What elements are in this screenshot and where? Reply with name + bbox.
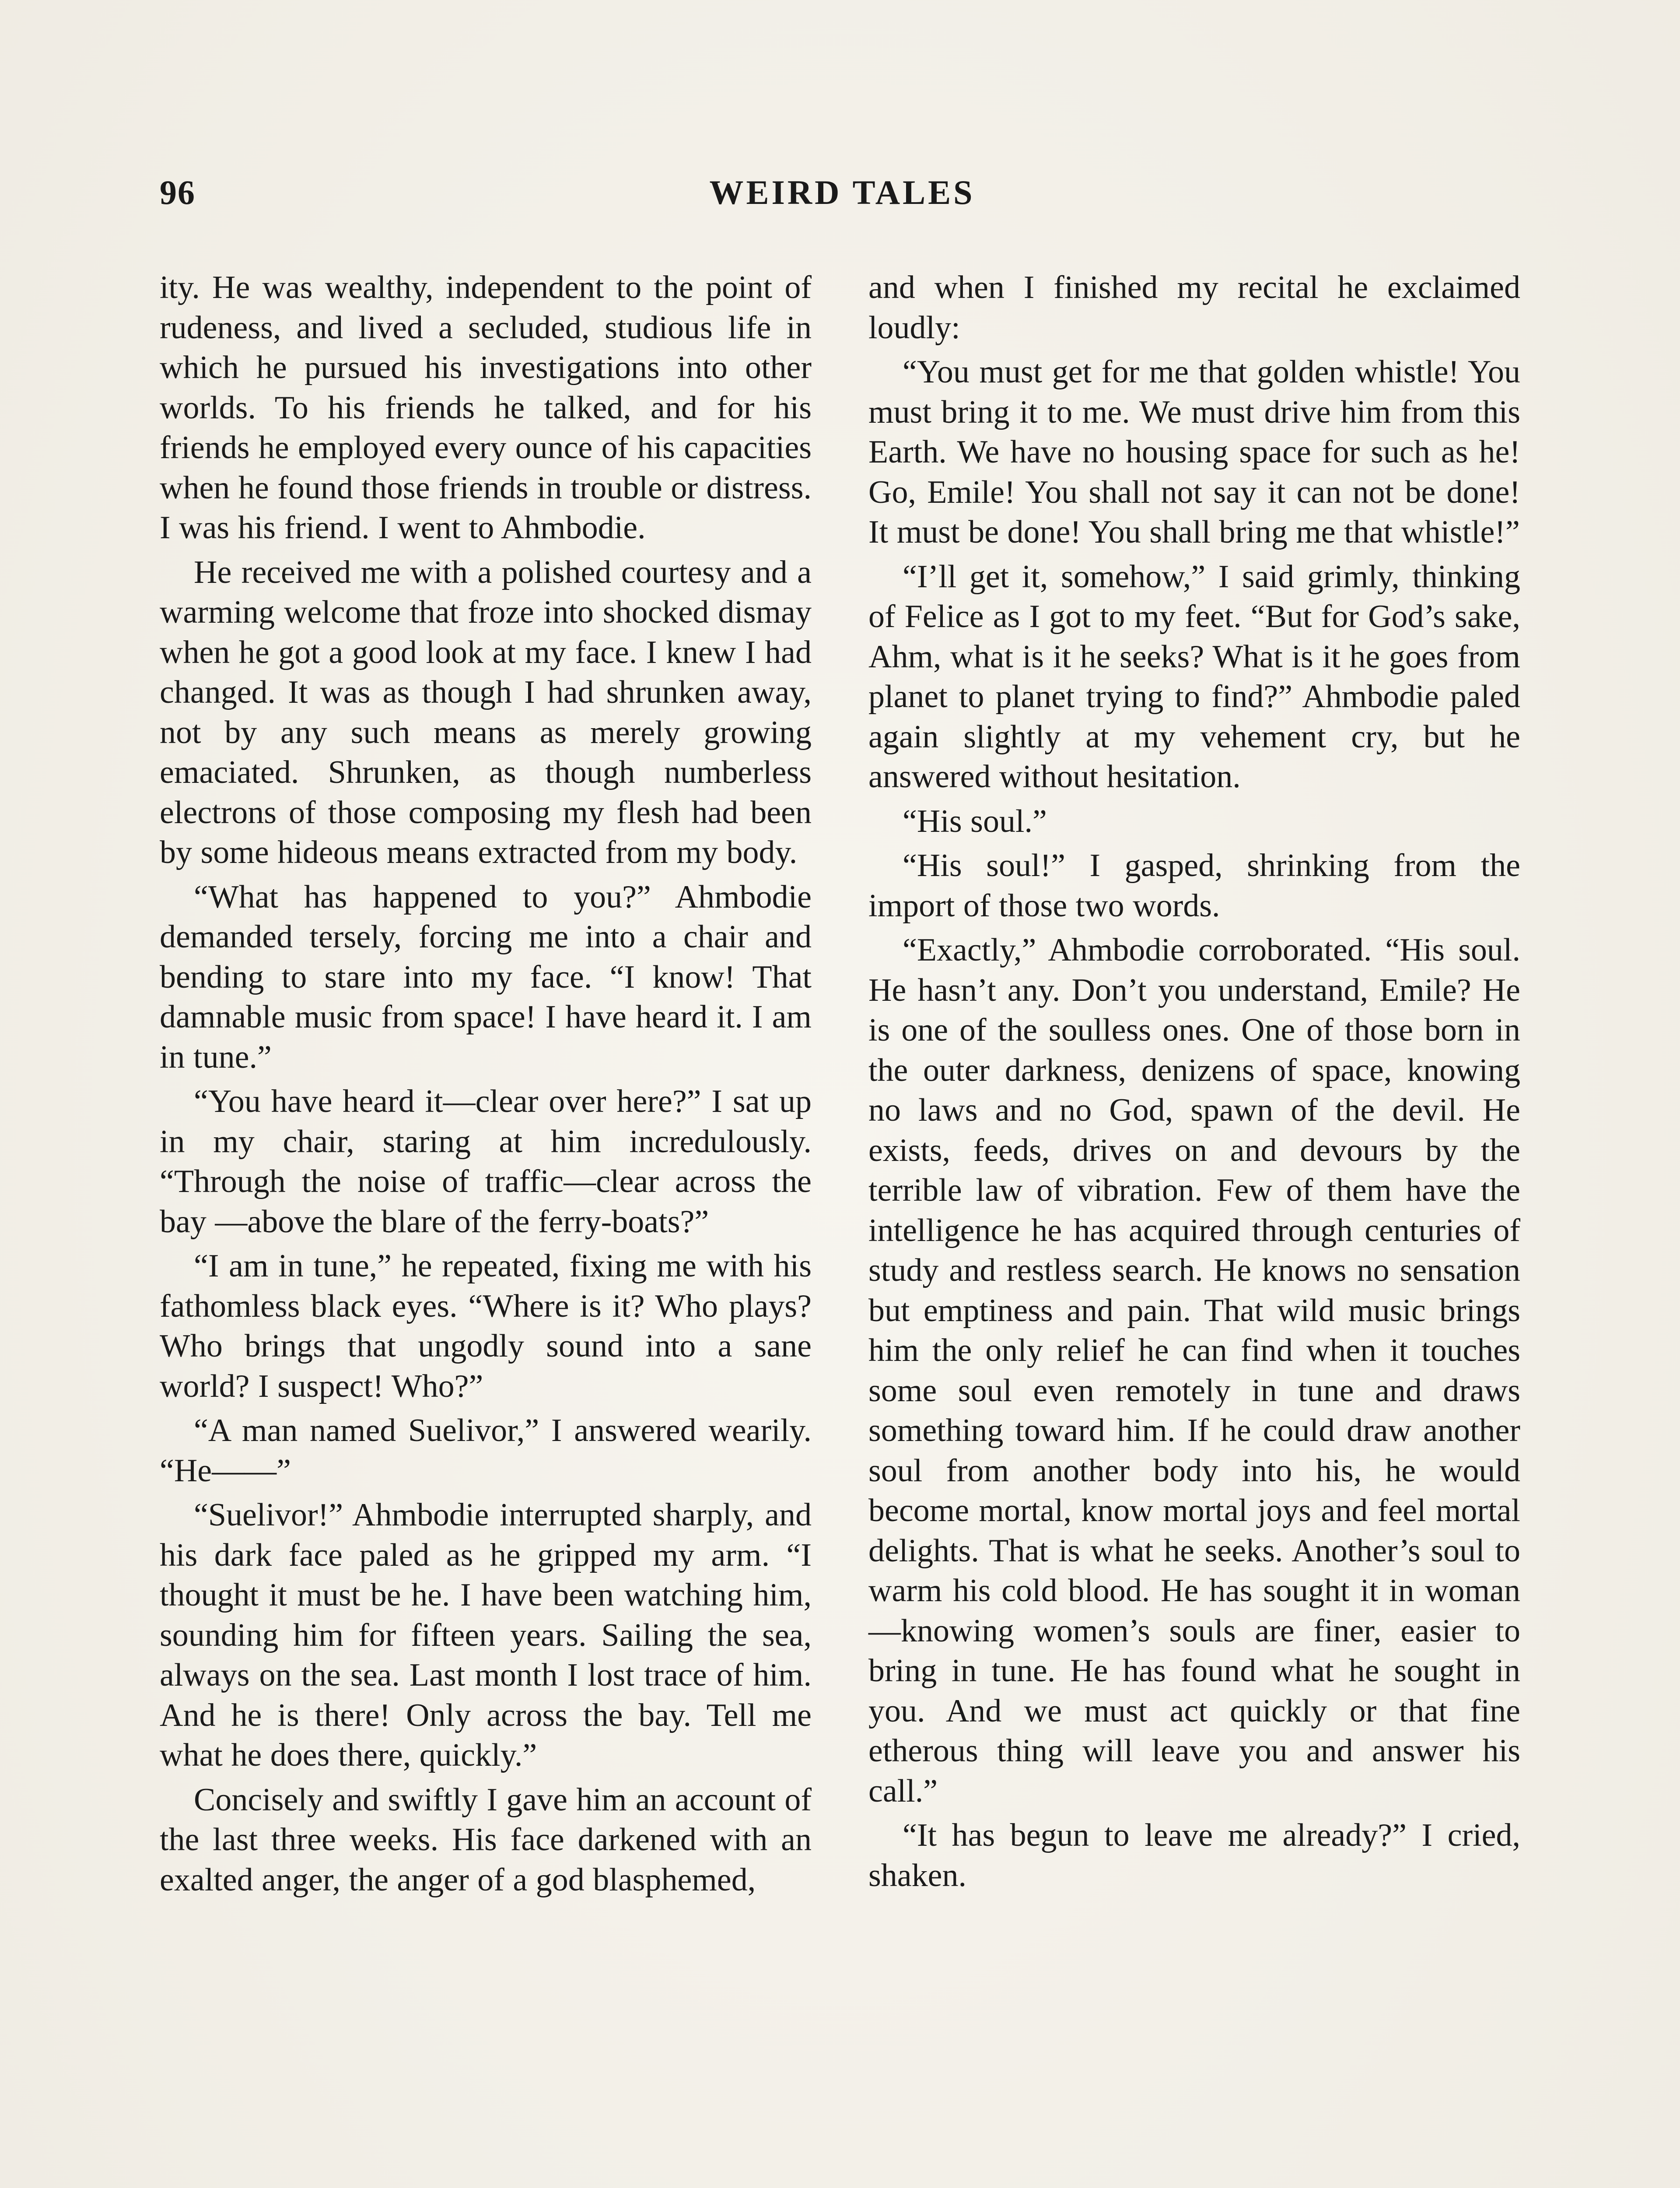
paragraph: “A man named Suelivor,” I answered wearily. “He——” xyxy=(160,1413,812,1489)
paragraph: “You must get for me that golden whistle! You must bring it to me. We must drive him from this Earth. We have no housing space for such as he! Go, Emile! You shall not say it can not be done! It must be done! You shall bring me that whistle!” xyxy=(868,354,1520,550)
page-number: 96 xyxy=(160,173,196,211)
paragraph: “I’ll get it, somehow,” I said grimly, thinking of Felice as I got to my feet. “But for God’s sake, Ahm, what is it he seeks? What is it he goes from planet to planet trying to find?” Ahmbodie paled again slightly at my vehement cry, but he answered without hesitation. xyxy=(868,558,1520,795)
paragraph: “Exactly,” Ahmbodie corroborated. “His soul. He hasn’t any. Don’t you understand, Emile? He is one of the soulless ones. One of those born in the outer darkness, denizens of space, knowing no laws and no God, spawn of the devil. He exists, feeds, drives on and devours by the terrible law of vibration. Few of them have the intelligence he has acquired through centuries of study and restless search. He knows no sensation but emptiness and pain. That wild music brings him the only relief he can find when it touches some soul even remotely in tune and draws something toward him. If he could draw another soul from another body into his, he would become mortal, know mortal joys and feel mortal delights. That is what he seeks. Another’s soul to warm his cold blood. He has sought it in woman—knowing women’s souls are finer, easier to bring in tune. He has found what he sought in you. And we must act quickly or that fine etherous thing will leave you and answer his call.” xyxy=(868,932,1520,1809)
text-column-right xyxy=(868,268,1520,1900)
paragraph: ity. He was wealthy, independent to the point of rudeness, and lived a secluded, studious life in which he pursued his investigations into other worlds. To his friends he talked, and for his friends he employed every ounce of his capacities when he found those friends in trouble or distress. I was his friend. I went to Ahmbodie. xyxy=(160,270,812,546)
paragraph: “What has happened to you?” Ahmbodie demanded tersely, forcing me into a chair and bending to stare into my face. “I know! That damnable music from space! I have heard it. I am in tune.” xyxy=(160,879,812,1075)
paragraph: Concisely and swiftly I gave him an account of the last three weeks. His face darkened with an exalted anger, the anger of a god blasphemed, xyxy=(160,1781,812,1898)
running-head: WEIRD TALES xyxy=(709,173,975,211)
paragraph: “His soul.” xyxy=(903,803,1047,839)
paragraph: “His soul!” I gasped, shrinking from the import of those two words. xyxy=(868,848,1520,924)
paragraph: He received me with a polished courtesy and a warming welcome that froze into shocked dismay when he got a good look at my face. I knew I had changed. It was as though I had shrunken away, not by any such means as merely growing emaciated. Shrunken, as though numberless electrons of those composing my flesh had been by some hideous means extracted from my body. xyxy=(160,554,812,870)
page-header xyxy=(160,173,1525,225)
paragraph: “I am in tune,” he repeated, fixing me with his fathomless black eyes. “Where is it? Who plays? Who brings that ungodly sound into a sane world? I suspect! Who?” xyxy=(160,1248,812,1404)
text-column-left xyxy=(160,268,812,1904)
paragraph: and when I finished my recital he exclaimed loudly: xyxy=(868,270,1520,346)
paragraph: “Suelivor!” Ahmbodie interrupted sharply, and his dark face paled as he gripped my arm. “I thought it must be he. I have been watching him, sounding him for fifteen years. Sailing the sea, always on the sea. Last month I lost trace of him. And he is there! Only across the bay. Tell me what he does there, quickly.” xyxy=(160,1497,812,1773)
paragraph: “You have heard it—clear over here?” I sat up in my chair, staring at him incredulously. “Through the noise of traffic—clear across the bay —above the blare of the ferry-boats?” xyxy=(160,1083,812,1240)
paragraph: “It has begun to leave me already?” I cried, shaken. xyxy=(868,1817,1520,1893)
